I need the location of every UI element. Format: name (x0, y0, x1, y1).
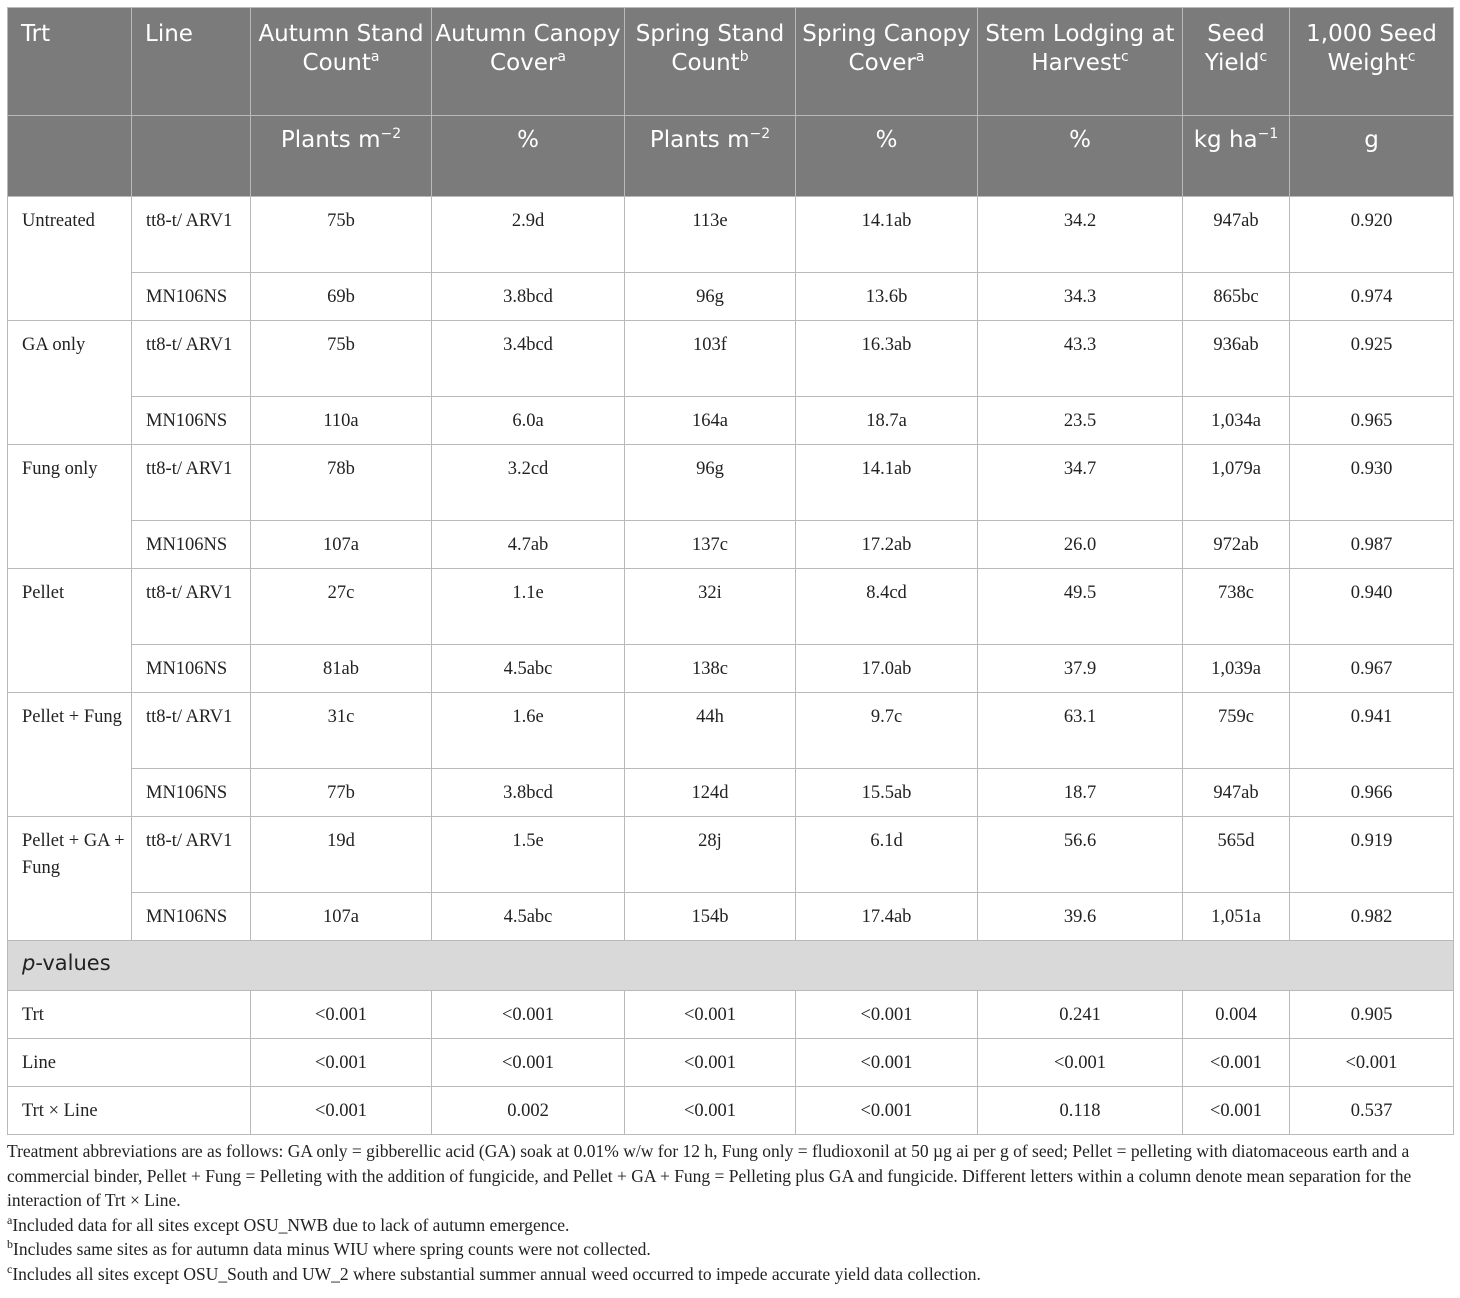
pvalue-factor: Trt (8, 991, 251, 1039)
cell-value: 4.5abc (432, 893, 625, 941)
pvalues-label (8, 941, 1454, 991)
cell-value: 0.965 (1290, 397, 1454, 445)
cell-line: tt8-t/ ARV1 (132, 693, 251, 769)
table-row (8, 273, 1454, 321)
cell-value: 3.4bcd (432, 321, 625, 397)
cell-value: 63.1 (978, 693, 1183, 769)
table-row (8, 397, 1454, 445)
cell-value: 1,079a (1183, 445, 1290, 521)
pvalue-cell: 0.241 (978, 991, 1183, 1039)
cell-value: 164a (625, 397, 796, 445)
results-table (7, 7, 1454, 1135)
pvalues-label-italic: p (22, 951, 36, 975)
cell-line: MN106NS (132, 893, 251, 941)
footnote-main: Treatment abbreviations are as follows: GA only = gibberellic acid (GA) soak at 0.01% w/w for 12 h, Fung only = fludioxonil at 50 µg ai per g of seed; Pellet = pelleting with diatomaceous earth and a commercial binder, Pellet + Fung = Pelleting with the addition of fungicide, and Pellet + GA + Fung = Pelleting plus GA and fungicide. Different letters within a column denote mean separation for the interaction of Trt × Line. (7, 1141, 1412, 1210)
cell-line: tt8-t/ ARV1 (132, 445, 251, 521)
footnotes (7, 1139, 1457, 1286)
results-table-container (7, 7, 1453, 1286)
cell-value: 81ab (251, 645, 432, 693)
cell-value: 96g (625, 273, 796, 321)
cell-value: 138c (625, 645, 796, 693)
table-row (8, 893, 1454, 941)
cell-trt: Pellet + GA + Fung (8, 817, 132, 941)
col-header-stem-lodging: Stem Lodging at Harvest$^c$ (978, 8, 1183, 116)
table-row (8, 569, 1454, 645)
footnote-b: $^b$Includes same sites as for autumn data minus WIU where spring counts were not collected. (7, 1237, 651, 1259)
cell-value: 0.940 (1290, 569, 1454, 645)
pvalues-label-rest: -values (35, 951, 111, 975)
unit-seed-yield: kg $ha^{-1}$ (1183, 116, 1290, 197)
cell-line: tt8-t/ ARV1 (132, 569, 251, 645)
cell-value: 8.4cd (796, 569, 978, 645)
cell-value: 0.920 (1290, 197, 1454, 273)
cell-trt: Pellet + Fung (8, 693, 132, 817)
col-header-seed-weight: 1,000 Seed Weight$^c$ (1290, 8, 1454, 116)
cell-value: 0.966 (1290, 769, 1454, 817)
cell-value: 31c (251, 693, 432, 769)
footnote-a: $^a$Included data for all sites except OSU_NWB due to lack of autumn emergence. (7, 1212, 570, 1235)
cell-value: 49.5 (978, 569, 1183, 645)
pvalue-cell: <0.001 (432, 991, 625, 1039)
pvalue-row (8, 1039, 1454, 1087)
cell-line: MN106NS (132, 769, 251, 817)
cell-value: 39.6 (978, 893, 1183, 941)
cell-value: 34.2 (978, 197, 1183, 273)
pvalue-row (8, 1087, 1454, 1135)
cell-value: 0.925 (1290, 321, 1454, 397)
pvalue-factor: Trt × Line (8, 1087, 251, 1135)
cell-value: 107a (251, 893, 432, 941)
cell-value: 6.1d (796, 817, 978, 893)
cell-trt: Fung only (8, 445, 132, 569)
cell-value: 0.982 (1290, 893, 1454, 941)
header-row-units (8, 116, 1454, 197)
col-header-line: Line (132, 8, 251, 116)
pvalue-cell: 0.004 (1183, 991, 1290, 1039)
pvalue-cell: <0.001 (796, 1087, 978, 1135)
cell-value: 4.7ab (432, 521, 625, 569)
pvalue-cell: <0.001 (1290, 1039, 1454, 1087)
cell-value: 565d (1183, 817, 1290, 893)
cell-line: MN106NS (132, 521, 251, 569)
unit-stem-lodging: % (978, 116, 1183, 197)
unit-empty-line (132, 116, 251, 197)
cell-value: 1.5e (432, 817, 625, 893)
cell-value: 19d (251, 817, 432, 893)
cell-value: 1,034a (1183, 397, 1290, 445)
cell-value: 23.5 (978, 397, 1183, 445)
cell-value: 14.1ab (796, 445, 978, 521)
cell-line: MN106NS (132, 273, 251, 321)
cell-value: 44h (625, 693, 796, 769)
pvalue-cell: 0.537 (1290, 1087, 1454, 1135)
col-header-trt: Trt (8, 8, 132, 116)
cell-line: MN106NS (132, 645, 251, 693)
table-body (8, 197, 1454, 1135)
cell-value: 17.4ab (796, 893, 978, 941)
unit-spring-stand-count: Plants $m^{-2}$ (625, 116, 796, 197)
unit-spring-canopy-cover: % (796, 116, 978, 197)
cell-value: 124d (625, 769, 796, 817)
table-row (8, 817, 1454, 893)
cell-value: 17.0ab (796, 645, 978, 693)
unit-autumn-stand-count: Plants $m^{-2}$ (251, 116, 432, 197)
cell-value: 0.919 (1290, 817, 1454, 893)
cell-trt: Untreated (8, 197, 132, 321)
pvalue-cell: <0.001 (432, 1039, 625, 1087)
pvalue-cell: <0.001 (625, 1039, 796, 1087)
col-header-seed-yield: Seed Yield$^c$ (1183, 8, 1290, 116)
cell-value: 0.967 (1290, 645, 1454, 693)
pvalues-section-row (8, 941, 1454, 991)
cell-value: 56.6 (978, 817, 1183, 893)
pvalue-cell: <0.001 (251, 1039, 432, 1087)
cell-line: MN106NS (132, 397, 251, 445)
cell-value: 0.987 (1290, 521, 1454, 569)
pvalue-cell: <0.001 (796, 1039, 978, 1087)
footnote-c: $^c$Includes all sites except OSU_South and UW_2 where substantial summer annual weed occurred to impede accurate yield data collection. (7, 1261, 981, 1284)
cell-value: 96g (625, 445, 796, 521)
pvalue-cell: <0.001 (1183, 1039, 1290, 1087)
cell-value: 154b (625, 893, 796, 941)
cell-value: 32i (625, 569, 796, 645)
cell-value: 137c (625, 521, 796, 569)
pvalue-cell: <0.001 (251, 991, 432, 1039)
pvalue-cell: <0.001 (625, 991, 796, 1039)
pvalue-cell: <0.001 (1183, 1087, 1290, 1135)
cell-value: 13.6b (796, 273, 978, 321)
pvalue-factor: Line (8, 1039, 251, 1087)
cell-value: 865bc (1183, 273, 1290, 321)
pvalue-cell: <0.001 (796, 991, 978, 1039)
cell-value: 4.5abc (432, 645, 625, 693)
pvalue-cell: <0.001 (625, 1087, 796, 1135)
cell-value: 37.9 (978, 645, 1183, 693)
unit-autumn-canopy-cover: % (432, 116, 625, 197)
cell-value: 3.2cd (432, 445, 625, 521)
pvalue-cell: 0.002 (432, 1087, 625, 1135)
cell-value: 18.7 (978, 769, 1183, 817)
pvalue-row (8, 991, 1454, 1039)
cell-value: 3.8bcd (432, 769, 625, 817)
cell-value: 9.7c (796, 693, 978, 769)
cell-value: 26.0 (978, 521, 1183, 569)
cell-value: 1,051a (1183, 893, 1290, 941)
col-header-autumn-canopy-cover: Autumn Canopy Cover$^a$ (432, 8, 625, 116)
cell-value: 107a (251, 521, 432, 569)
cell-value: 3.8bcd (432, 273, 625, 321)
cell-value: 1.6e (432, 693, 625, 769)
pvalue-cell: <0.001 (978, 1039, 1183, 1087)
cell-value: 738c (1183, 569, 1290, 645)
cell-trt: GA only (8, 321, 132, 445)
pvalue-cell: <0.001 (251, 1087, 432, 1135)
cell-value: 69b (251, 273, 432, 321)
cell-value: 1.1e (432, 569, 625, 645)
table-row (8, 197, 1454, 273)
pvalue-cell: 0.905 (1290, 991, 1454, 1039)
cell-value: 34.7 (978, 445, 1183, 521)
cell-value: 103f (625, 321, 796, 397)
pvalue-cell: 0.118 (978, 1087, 1183, 1135)
cell-value: 1,039a (1183, 645, 1290, 693)
cell-value: 0.941 (1290, 693, 1454, 769)
cell-line: tt8-t/ ARV1 (132, 321, 251, 397)
cell-value: 28j (625, 817, 796, 893)
cell-value: 759c (1183, 693, 1290, 769)
col-header-autumn-stand-count: Autumn Stand Count$^a$ (251, 8, 432, 116)
cell-value: 78b (251, 445, 432, 521)
col-header-spring-canopy-cover: Spring Canopy Cover$^a$ (796, 8, 978, 116)
cell-value: 75b (251, 321, 432, 397)
cell-value: 16.3ab (796, 321, 978, 397)
cell-value: 110a (251, 397, 432, 445)
table-row (8, 693, 1454, 769)
cell-value: 2.9d (432, 197, 625, 273)
table-row (8, 321, 1454, 397)
col-header-spring-stand-count: Spring Stand Count$^b$ (625, 8, 796, 116)
cell-value: 0.930 (1290, 445, 1454, 521)
cell-trt: Pellet (8, 569, 132, 693)
table-row (8, 445, 1454, 521)
cell-value: 43.3 (978, 321, 1183, 397)
cell-line: tt8-t/ ARV1 (132, 817, 251, 893)
cell-value: 75b (251, 197, 432, 273)
table-row (8, 521, 1454, 569)
cell-value: 0.974 (1290, 273, 1454, 321)
cell-value: 77b (251, 769, 432, 817)
cell-value: 947ab (1183, 197, 1290, 273)
cell-line: tt8-t/ ARV1 (132, 197, 251, 273)
cell-value: 27c (251, 569, 432, 645)
table-row (8, 645, 1454, 693)
cell-value: 14.1ab (796, 197, 978, 273)
table-row (8, 769, 1454, 817)
cell-value: 6.0a (432, 397, 625, 445)
cell-value: 972ab (1183, 521, 1290, 569)
cell-value: 15.5ab (796, 769, 978, 817)
cell-value: 113e (625, 197, 796, 273)
cell-value: 17.2ab (796, 521, 978, 569)
header-row-titles (8, 8, 1454, 116)
cell-value: 18.7a (796, 397, 978, 445)
unit-seed-weight: g (1290, 116, 1454, 197)
cell-value: 936ab (1183, 321, 1290, 397)
cell-value: 947ab (1183, 769, 1290, 817)
unit-empty-trt (8, 116, 132, 197)
cell-value: 34.3 (978, 273, 1183, 321)
